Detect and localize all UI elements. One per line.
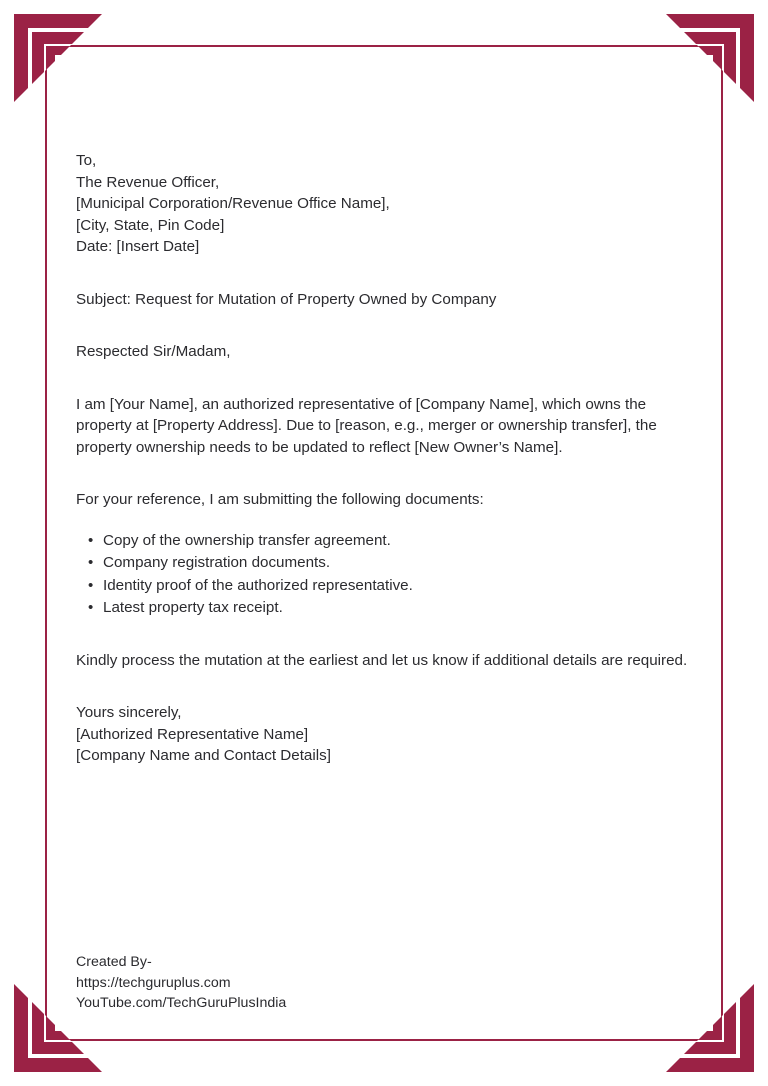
spacer-after-address	[76, 277, 696, 289]
list-item: • Identity proof of the authorized representative.	[103, 575, 696, 597]
signoff-line-3: [Company Name and Contact Details]	[76, 747, 331, 764]
frame-border-top	[45, 45, 723, 47]
recipient-date-line: Date: [Insert Date]	[76, 238, 200, 255]
recipient-line-2: The Revenue Officer,	[76, 173, 220, 191]
spacer-after-closing	[76, 690, 696, 702]
documents-intro: For your reference, I am submitting the following documents:	[76, 491, 484, 508]
footer-youtube-link[interactable]: YouTube.com/TechGuruPlusIndia	[76, 995, 287, 1011]
footer-credit-block	[76, 952, 576, 1014]
list-item: • Latest property tax receipt.	[103, 597, 696, 619]
spacer-after-body	[76, 477, 696, 489]
list-item: • Copy of the ownership transfer agreement.	[103, 530, 696, 552]
spacer-after-list	[76, 638, 696, 650]
list-item: • Company registration documents.	[103, 552, 696, 574]
recipient-line-1: To,	[76, 152, 97, 169]
signoff-block	[76, 702, 696, 767]
spacer-after-subject	[76, 329, 696, 341]
recipient-address-block	[76, 150, 696, 258]
corner-chevron-icon-top-right	[662, 10, 758, 106]
frame-border-right	[721, 45, 723, 1041]
recipient-line-4: [City, State, Pin Code]	[76, 216, 225, 234]
documents-list	[76, 530, 696, 619]
corner-chevron-icon-top-left	[10, 10, 106, 106]
spacer-after-salutation	[76, 382, 696, 394]
closing-paragraph: Kindly process the mutation at the earliest and let us know if additional details are required.	[76, 651, 688, 669]
frame-border-left	[45, 45, 47, 1041]
subject-line: Subject: Request for Mutation of Property Owned by Company	[76, 290, 497, 308]
letter-content	[76, 150, 696, 767]
corner-chevron-icon-bottom-right	[662, 980, 758, 1076]
body-paragraph: I am [Your Name], an authorized representative of [Company Name], which owns the property at [Property Address]. Due to [reason, e.g., merger or ownership transfer], the property ownership needs to be updated to reflect [New Owner’s Name].	[76, 395, 657, 456]
salutation: Respected Sir/Madam,	[76, 343, 231, 360]
frame-border-bottom	[45, 1039, 723, 1041]
recipient-line-3: [Municipal Corporation/Revenue Office Name],	[76, 195, 390, 212]
footer-website-link[interactable]: https://techguruplus.com	[76, 974, 231, 991]
footer-created-by: Created By-	[76, 954, 152, 970]
signoff-line-2: [Authorized Representative Name]	[76, 725, 309, 743]
signoff-line-1: Yours sincerely,	[76, 704, 182, 721]
